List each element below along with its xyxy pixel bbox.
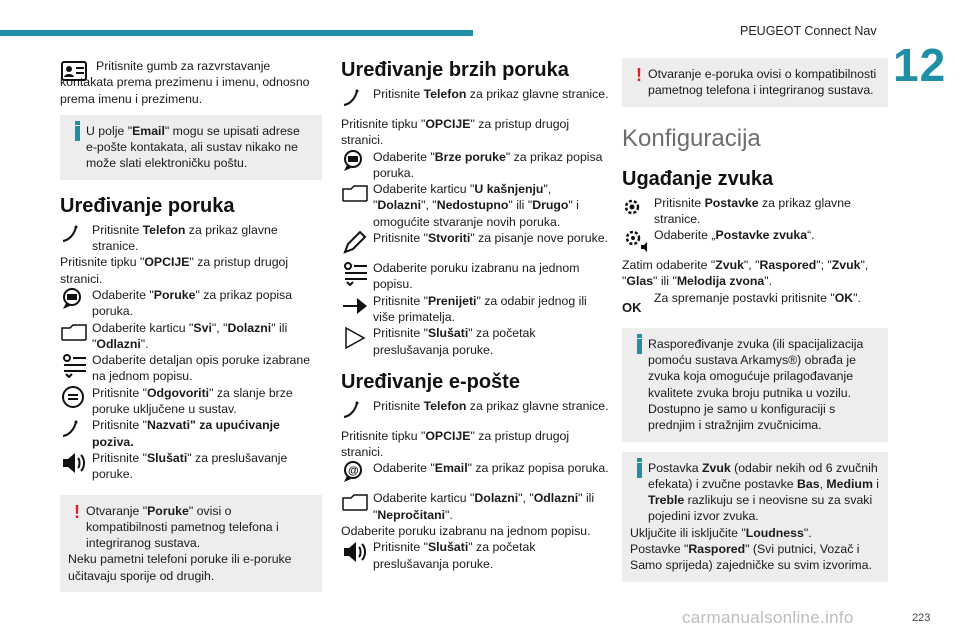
ok-button-icon: OK — [622, 299, 642, 315]
info-box-email — [60, 115, 322, 180]
info-layout-text: Postavke "Raspored" (Svi putnici, Vozač i Samo sprijeda) zajedničke su svim izvorima. — [630, 542, 872, 573]
warning-email-text: Otvaranje e-poruka ovisi o kompatibilnosti pametnog telefona i integriranog sustava. — [648, 67, 877, 98]
snd-step-sound-settings: Odaberite „Postavke zvuka“. — [654, 228, 815, 243]
info-email-text: U polje "Email" mogu se upisati adrese e-pošte kontakata, ali sustav nikako ne može slati elektroničku poštu. — [86, 123, 300, 171]
em-step-tabs: Odaberite karticu "Dolazni", "Odlazni" ili "Nepročitani". — [373, 491, 595, 522]
em-step-listen: Pritisnite "Slušati" za početak preslušavanja poruke. — [373, 540, 536, 571]
step-messages-text: Odaberite "Poruke" za prikaz popisa poruka. — [92, 287, 293, 319]
speaker-icon — [60, 450, 92, 480]
column-1 — [60, 58, 322, 592]
column-3 — [622, 58, 888, 582]
warning-box-email — [622, 58, 888, 107]
tab-icon — [60, 320, 92, 350]
speaker-icon — [341, 539, 373, 569]
step-detail-text: Odaberite detaljan opis poruke izabrane na jednom popisu. — [92, 353, 311, 384]
phone-icon — [341, 398, 373, 428]
qm-step-select: Odaberite poruku izabranu na jednom popisu. — [373, 261, 580, 292]
section-heading-edit-email: Uređivanje e-pošte — [341, 370, 520, 393]
qm-step-quick: Odaberite "Brze poruke" za prikaz popisa poruka. — [373, 149, 603, 180]
info-sound-text: Postavka Zvuk (odabir nekih od 6 zvučnih efekata) i zvučne postavke Bas, Medium i Treble razlikuju se i neovisne su za svaki pojedini izvor zvuka. — [648, 460, 880, 524]
sort-contacts-paragraph: Pritisnite gumb za razvrstavanje kontakata prema prezimenu i imenu, odnosno prema imenu i prezimenu. — [60, 59, 310, 106]
snd-step-choose: Zatim odaberite "Zvuk", "Raspored"; "Zvuk", "Glas" ili "Melodija zvona". — [622, 258, 869, 289]
info-icon — [630, 336, 648, 354]
quick-messages-icon — [341, 149, 373, 179]
section-heading-quick-messages: Uređivanje brzih poruka — [341, 59, 569, 81]
page-number: 223 — [912, 612, 931, 624]
messages-icon — [60, 287, 92, 317]
phone-icon — [60, 222, 92, 252]
watermark: carmanualsonline.info — [682, 608, 854, 627]
step-tabs-text: Odaberite karticu "Svi", "Dolazni" ili "Odlazni". — [92, 320, 288, 351]
header-accent-bar — [0, 30, 473, 36]
info-icon — [68, 123, 86, 141]
forward-icon — [341, 293, 373, 323]
step-listen-text: Pritisnite "Slušati" za preslušavanje poruke. — [92, 450, 288, 482]
step-phone-text: Pritisnite Telefon za prikaz glavne stranice. — [92, 222, 278, 254]
em-step-phone: Pritisnite Telefon za prikaz glavne stranice. — [373, 398, 609, 413]
info-box-arkamys — [622, 328, 888, 442]
warning-icon: ! — [74, 501, 80, 522]
section-heading-edit-messages: Uređivanje poruka — [60, 194, 235, 217]
page-header-title: PEUGEOT Connect Nav — [740, 24, 877, 38]
qm-step-forward: Pritisnite "Prenijeti" za odabir jednog ili više primatelja. — [373, 293, 587, 324]
email-icon — [341, 460, 373, 490]
sound-settings-icon — [622, 227, 654, 257]
warning-messages-text: Otvaranje "Poruke" ovisi o kompatibilnosti pametnog telefona i integriranog sustava. — [86, 503, 279, 551]
section-heading-sound: Ugađanje zvuka — [622, 167, 774, 190]
settings-gear-icon — [622, 195, 654, 225]
qm-step-options: Pritisnite tipku "OPCIJE" za pristup drugoj stranici. — [341, 117, 570, 148]
list-detail-icon — [341, 260, 373, 290]
warning-messages-text-2: Neku pametni telefoni poruke ili e-poruke učitavaju sporije od drugih. — [68, 552, 292, 583]
em-step-options: Pritisnite tipku "OPCIJE" za pristup drugoj stranici. — [341, 428, 570, 460]
snd-step-ok: Za spremanje postavki pritisnite "OK". — [654, 290, 861, 305]
play-icon — [341, 325, 373, 355]
info-box-sound-settings — [622, 452, 888, 582]
qm-step-phone: Pritisnite Telefon za prikaz glavne stranice. — [373, 87, 609, 101]
tab-icon — [341, 490, 373, 520]
call-icon — [60, 417, 92, 447]
step-options-text: Pritisnite tipku "OPCIJE" za pristup drugoj stranici. — [60, 255, 289, 286]
snd-step-settings: Pritisnite Postavke za prikaz glavne stranice. — [654, 195, 851, 226]
step-reply-text: Pritisnite "Odgovoriti" za slanje brze poruke uključene u sustav. — [92, 385, 293, 417]
chapter-number: 12 — [893, 39, 947, 91]
phone-icon — [341, 86, 373, 116]
column-2 — [341, 58, 609, 572]
reply-icon — [60, 385, 92, 415]
svg-text:@: @ — [348, 465, 359, 478]
em-step-select: Odaberite poruku izabranu na jednom popisu. — [341, 524, 591, 539]
list-detail-icon — [60, 352, 92, 382]
em-step-email: Odaberite "Email" za prikaz popisa poruka. — [373, 461, 609, 476]
section-title-configuration: Konfiguracija — [622, 124, 761, 152]
qm-step-listen: Pritisnite "Slušati" za početak preslušavanja poruke. — [373, 326, 536, 357]
warning-icon: ! — [636, 65, 642, 85]
qm-step-tabs: Odaberite karticu "U kašnjenju", "Dolazni", "Nedostupno" ili "Drugo" i omogućite stvaranje novih poruka. — [373, 182, 579, 229]
warning-box-messages — [60, 495, 322, 592]
pencil-icon — [341, 230, 373, 260]
info-loudness-text: Uključite ili isključite "Loudness". — [630, 525, 812, 540]
info-icon — [630, 460, 648, 478]
tab-icon — [341, 181, 373, 211]
step-call-text: Pritisnite "Nazvati" za upućivanje poziva. — [92, 418, 280, 449]
info-arkamys-text: Raspoređivanje zvuka (ili spacijalizacija pomoću sustava Arkamys®) obrađa je zvuka koja omogućuje prilagođavanje kvalitete zvuka broju putnika u vozilu. Dostupno je samo u konfiguraciji s prednjim i stražnjim zvučnicima. — [648, 336, 864, 433]
qm-step-create: Pritisnite "Stvoriti" za pisanje nove poruke. — [373, 231, 608, 246]
